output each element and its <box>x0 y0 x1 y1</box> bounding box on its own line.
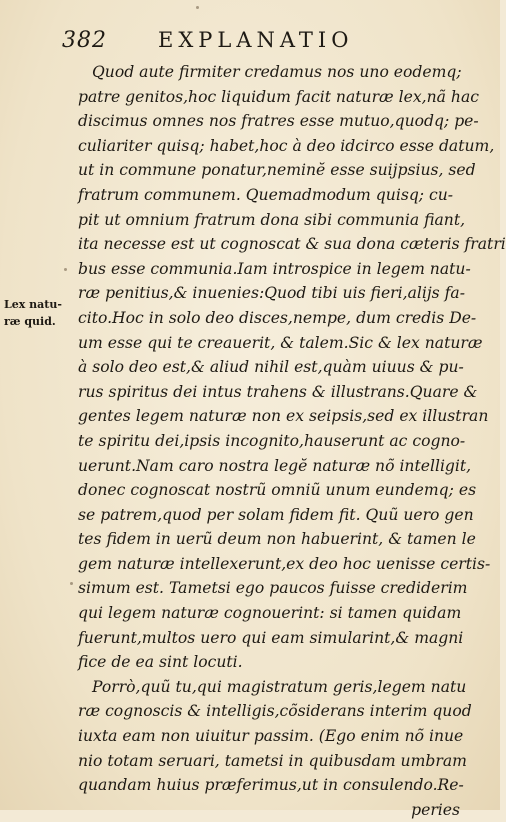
text-line: donec cognoscat nostrũ omniũ unum eundemq; es <box>78 481 477 500</box>
page-header <box>62 26 392 56</box>
text-line: ut in commune ponatur,neminĕ esse suijpsius, sed <box>78 161 476 180</box>
text-line: nio totam seruari, tametsi in quibusdam umbram <box>78 751 467 770</box>
text-line: fice de ea sint locuti. <box>78 653 243 672</box>
text-line: patre genitos,hoc liquidum facit naturæ lex,nã hac <box>78 87 479 106</box>
text-line: tes fidem in uerũ deum non habuerint, & tamen le <box>78 530 476 549</box>
text-line: pit ut omnium fratrum dona sibi communia fiant, <box>78 210 466 229</box>
text-line: fuerunt,multos uero qui eam simularint,& magni <box>78 628 464 647</box>
page-number: 382 <box>62 28 107 53</box>
text-line: te spiritu dei,ipsis incognito,hauserunt ac cogno- <box>78 431 466 450</box>
text-line: culiariter quisq; habet,hoc à deo idcirco esse datum, <box>78 136 495 155</box>
text-line: iuxta eam non uiuitur passim. (Ego enim nõ inue <box>78 727 464 746</box>
text-line: uerunt.Nam caro nostra legĕ naturæ nõ intelligit, <box>78 456 472 475</box>
ink-speck <box>64 268 67 271</box>
text-line: ræ cognoscis & intelligis,cõsiderans interim quod <box>78 702 472 721</box>
text-line: bus esse communia.Iam introspice in legem natu- <box>78 259 471 278</box>
text-line: quandam huius præferimus,ut in consulendo.Re- <box>78 776 464 795</box>
text-line: Quod aute firmiter credamus nos uno eodemq; <box>92 63 462 81</box>
marginal-note-line: Lex natu- <box>4 298 62 311</box>
text-line: gentes legem naturæ non ex seipsis,sed ex illustran <box>78 407 489 426</box>
text-line: discimus omnes nos fratres esse mutuo,quodq; pe- <box>78 112 479 131</box>
text-line: fratrum communem. Quemadmodum quisq; cu- <box>78 185 454 204</box>
text-line: Porrò,quũ tu,qui magistratum geris,legem natu <box>92 677 467 696</box>
text-line: ræ penitius,& inuenies:Quod tibi uis fieri,alijs fa- <box>78 284 465 303</box>
text-line: simum est. Tametsi ego paucos fuisse crediderim <box>78 579 468 598</box>
ink-speck <box>70 582 73 585</box>
text-line: qui legem naturæ cognouerint: si tamen quidam <box>78 604 462 623</box>
marginal-note <box>4 296 74 330</box>
text-line: cito.Hoc in solo deo disces,nempe, dum credis De- <box>78 308 477 327</box>
running-title: EXPLANATIO <box>158 28 354 52</box>
body-text <box>78 60 506 822</box>
text-line: gem naturæ intellexerunt,ex deo hoc uenisse certis- <box>78 554 491 573</box>
ink-speck <box>196 6 199 9</box>
text-line: ita necesse est ut cognoscat & sua dona cæteris fratri <box>78 235 506 254</box>
marginal-note-line: ræ quid. <box>4 315 56 328</box>
catchword: peries <box>411 800 460 819</box>
text-line: se patrem,quod per solam fidem fit. Quũ uero gen <box>78 505 474 524</box>
text-line: à solo deo est,& aliud nihil est,quàm uiuus & pu- <box>78 358 464 377</box>
text-line: um esse qui te creauerit, & talem.Sic & lex naturæ <box>78 333 483 352</box>
text-line: rus spiritus dei intus trahens & illustrans.Quare & <box>78 382 478 401</box>
